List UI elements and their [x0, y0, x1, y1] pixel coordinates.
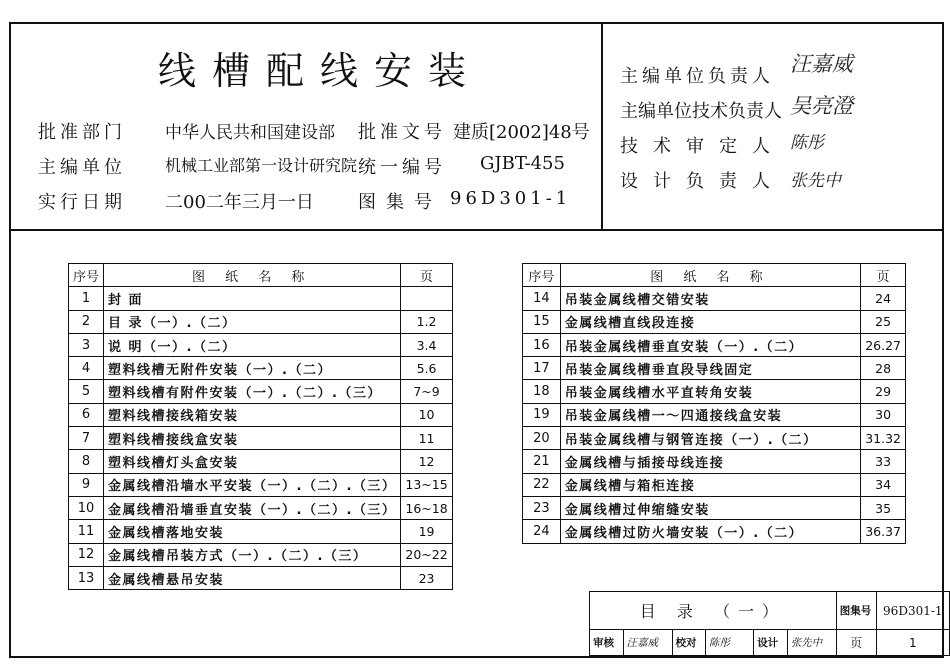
responsible-role-3: 技术审定人 [620, 136, 785, 157]
table-row [523, 287, 906, 310]
table-row [69, 450, 453, 473]
row-number: 3 [69, 333, 104, 356]
page-number: 33 [861, 450, 906, 473]
table-row [523, 427, 906, 450]
review-label: 审核 [590, 630, 624, 656]
page-number: 36.37 [861, 520, 906, 543]
drawing-name: 塑料线槽有附件安装（一）.（二）.（三） [104, 380, 401, 403]
approval-doc-value: 建质[2002]48号 [453, 122, 590, 143]
drawing-index-right [522, 263, 906, 544]
drawing-name: 金属线槽与箱柜连接 [560, 473, 860, 496]
drawing-name: 吊装金属线槽交错安装 [560, 287, 860, 310]
page-number: 28 [861, 357, 906, 380]
page-number: 1.2 [401, 310, 452, 333]
atlas-no-value-small: 96D301-1 [876, 592, 949, 630]
approval-doc-label: 批准文号 [358, 122, 446, 143]
table-row [69, 403, 453, 426]
design-label: 设计 [754, 630, 788, 656]
page-number: 7~9 [401, 380, 452, 403]
col-no-header: 序号 [523, 264, 561, 287]
row-number: 13 [69, 566, 104, 589]
table-row [523, 496, 906, 519]
page-number: 16~18 [401, 496, 452, 519]
row-number: 9 [69, 473, 104, 496]
table-row [523, 380, 906, 403]
table-row [523, 403, 906, 426]
drawing-name: 吊装金属线槽垂直安装（一）.（二） [560, 333, 860, 356]
row-number: 4 [69, 357, 104, 380]
table-row [69, 357, 453, 380]
drawing-name: 封 面 [104, 287, 401, 310]
table-row [69, 543, 453, 566]
drawing-name: 塑料线槽无附件安装（一）.（二） [104, 357, 401, 380]
row-number: 16 [523, 333, 561, 356]
drawing-name: 金属线槽吊装方式（一）.（二）.（三） [104, 543, 401, 566]
row-number: 24 [523, 520, 561, 543]
editor-unit-value: 机械工业部第一设计研究院 [165, 156, 358, 175]
signature-1: 汪嘉威 [790, 52, 853, 76]
page-number: 24 [861, 287, 906, 310]
signature-4: 张先中 [790, 171, 841, 191]
responsible-role-2: 主编单位技术负责人 [620, 101, 782, 122]
check-signature: 陈彤 [706, 630, 754, 656]
atlas-title: 线槽配线安装 [157, 49, 482, 93]
drawing-name: 金属线槽沿墙垂直安装（一）.（二）.（三） [104, 496, 401, 519]
page-number: 23 [401, 566, 452, 589]
review-signature: 汪嘉威 [623, 630, 672, 656]
drawing-name: 金属线槽悬吊安装 [104, 566, 401, 589]
table-row [523, 310, 906, 333]
table-row [69, 333, 453, 356]
page-value: 1 [876, 630, 949, 656]
col-no-header: 序号 [69, 264, 104, 287]
drawing-name: 塑料线槽接线箱安装 [104, 403, 401, 426]
col-page-header: 页 [861, 264, 906, 287]
page-number: 10 [401, 403, 452, 426]
design-signature: 张先中 [787, 630, 836, 656]
effective-date-value: 二00二年三月一日 [165, 192, 314, 213]
table-row [523, 520, 906, 543]
row-number: 17 [523, 357, 561, 380]
page-number: 29 [861, 380, 906, 403]
table-row [523, 450, 906, 473]
table-row [69, 310, 453, 333]
page-number: 11 [401, 427, 452, 450]
effective-date-label: 实行日期 [38, 192, 126, 213]
table-row [523, 333, 906, 356]
row-number: 10 [69, 496, 104, 519]
sheet-title: 目 录 （一） [590, 592, 837, 630]
page-number: 31.32 [861, 427, 906, 450]
drawing-name: 金属线槽过防火墙安装（一）.（二） [560, 520, 860, 543]
page-number: 5.6 [401, 357, 452, 380]
responsible-role-4: 设计负责人 [620, 171, 785, 192]
col-name-header: 图 纸 名 称 [104, 264, 401, 287]
drawing-name: 吊装金属线槽与钢管连接（一）.（二） [560, 427, 860, 450]
row-number: 12 [69, 543, 104, 566]
table-row [69, 380, 453, 403]
check-label: 校对 [672, 630, 706, 656]
drawing-name: 金属线槽落地安装 [104, 520, 401, 543]
unified-no-value: GJBT-455 [480, 153, 565, 174]
row-number: 19 [523, 403, 561, 426]
unified-no-label: 统一编号 [358, 157, 446, 178]
drawing-index-left [68, 263, 453, 590]
header-vertical-divider [601, 22, 603, 230]
drawing-name: 吊装金属线槽一～四通接线盒安装 [560, 403, 860, 426]
drawing-name: 金属线槽直线段连接 [560, 310, 860, 333]
page-number: 25 [861, 310, 906, 333]
page-number: 34 [861, 473, 906, 496]
table-row [69, 566, 453, 589]
signature-2: 吴亮澄 [790, 94, 853, 118]
table-row [523, 473, 906, 496]
signature-3: 陈彤 [790, 133, 824, 153]
row-number: 22 [523, 473, 561, 496]
atlas-no-label-small: 图集号 [836, 592, 876, 630]
drawing-name: 吊装金属线槽垂直段导线固定 [560, 357, 860, 380]
table-row [69, 287, 453, 310]
row-number: 21 [523, 450, 561, 473]
atlas-no-value: 96D301-1 [450, 188, 572, 209]
page-number: 26.27 [861, 333, 906, 356]
page-number: 19 [401, 520, 452, 543]
row-number: 5 [69, 380, 104, 403]
table-row [69, 496, 453, 519]
row-number: 6 [69, 403, 104, 426]
row-number: 15 [523, 310, 561, 333]
drawing-name: 塑料线槽接线盒安装 [104, 427, 401, 450]
row-number: 14 [523, 287, 561, 310]
drawing-name: 金属线槽与插接母线连接 [560, 450, 860, 473]
table-row [523, 357, 906, 380]
row-number: 18 [523, 380, 561, 403]
responsible-role-1: 主编单位负责人 [620, 66, 774, 87]
atlas-no-label: 图集号 [358, 192, 442, 213]
page-number: 12 [401, 450, 452, 473]
page-number [401, 287, 452, 310]
approval-dept-label: 批准部门 [38, 122, 126, 143]
table-row [69, 520, 453, 543]
page-number: 35 [861, 496, 906, 519]
editor-unit-label: 主编单位 [38, 157, 126, 178]
drawing-name: 金属线槽过伸缩缝安装 [560, 496, 860, 519]
row-number: 20 [523, 427, 561, 450]
table-row [69, 427, 453, 450]
row-number: 11 [69, 520, 104, 543]
row-number: 8 [69, 450, 104, 473]
drawing-name: 金属线槽沿墙水平安装（一）.（二）.（三） [104, 473, 401, 496]
row-number: 1 [69, 287, 104, 310]
drawing-name: 目 录（一）.（二） [104, 310, 401, 333]
col-name-header: 图 纸 名 称 [560, 264, 860, 287]
page-label: 页 [836, 630, 876, 656]
drawing-name: 塑料线槽灯头盒安装 [104, 450, 401, 473]
page-number: 20~22 [401, 543, 452, 566]
page-number: 30 [861, 403, 906, 426]
drawing-name: 说 明（一）.（二） [104, 333, 401, 356]
row-number: 2 [69, 310, 104, 333]
row-number: 7 [69, 427, 104, 450]
row-number: 23 [523, 496, 561, 519]
page-number: 3.4 [401, 333, 452, 356]
header-divider [9, 229, 944, 231]
table-row [69, 473, 453, 496]
drawing-name: 吊装金属线槽水平直转角安装 [560, 380, 860, 403]
page-number: 13~15 [401, 473, 452, 496]
approval-dept-value: 中华人民共和国建设部 [165, 123, 335, 143]
title-block [589, 591, 950, 656]
col-page-header: 页 [401, 264, 452, 287]
